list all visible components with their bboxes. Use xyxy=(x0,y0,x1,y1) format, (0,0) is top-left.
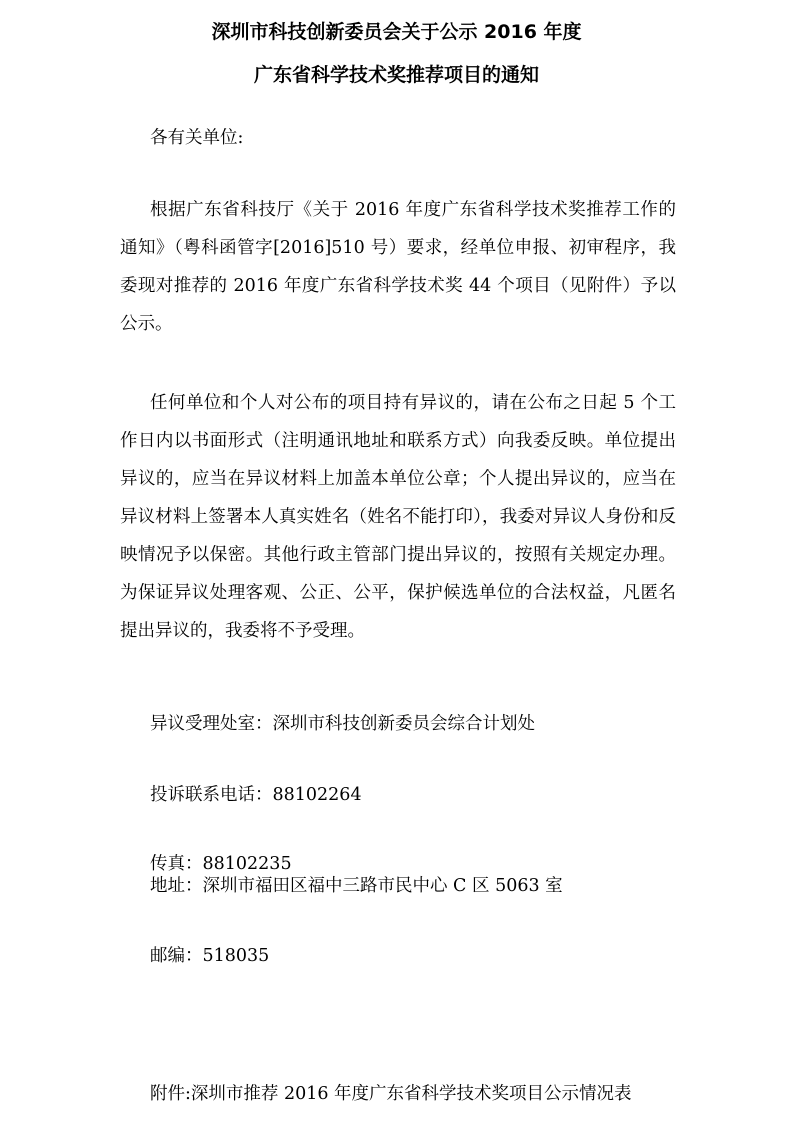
fax-number: 传真：88102235 xyxy=(150,854,292,874)
notice-title-line-2: 广东省科学技术奖推荐项目的通知 xyxy=(253,64,539,86)
salutation: 各有关单位: xyxy=(150,128,244,148)
body-paragraph-2: 任何单位和个人对公布的项目持有异议的，请在公布之日起 5 个工作日内以书面形式（注明通讯地址和联系方式）向我委反映。单位提出异议的，应当在异议材料上加盖本单位公章；个人提出异议的，应当在异议材料上签署本人真实姓名（姓名不能打印），我委对异议人身份和反映情况予以保密。其他行政主管部门提出异议的，按照有关规定办理。为保证异议处理客观、公正、公平，保护候选单位的合法权益，凡匿名提出异议的，我委将不予受理。 xyxy=(120,393,676,641)
objection-office: 异议受理处室：深圳市科技创新委员会综合计划处 xyxy=(150,714,535,734)
notice-title-line-1: 深圳市科技创新委员会关于公示 2016 年度 xyxy=(211,21,582,43)
postal-code: 邮编：518035 xyxy=(150,946,270,966)
complaint-phone: 投诉联系电话：88102264 xyxy=(150,785,362,805)
body-paragraph-1: 根据广东省科技厅《关于 2016 年度广东省科学技术奖推荐工作的通知》（粤科函管字[2016]510 号）要求，经单位申报、初审程序，我委现对推荐的 2016 年度广东省科学技术奖 44 个项目（见附件）予以公示。 xyxy=(120,200,676,334)
mailing-address: 地址：深圳市福田区福中三路市民中心 C 区 5063 室 xyxy=(150,876,563,896)
attachment-reference: 附件:深圳市推荐 2016 年度广东省科学技术奖项目公示情况表 xyxy=(150,1084,632,1104)
